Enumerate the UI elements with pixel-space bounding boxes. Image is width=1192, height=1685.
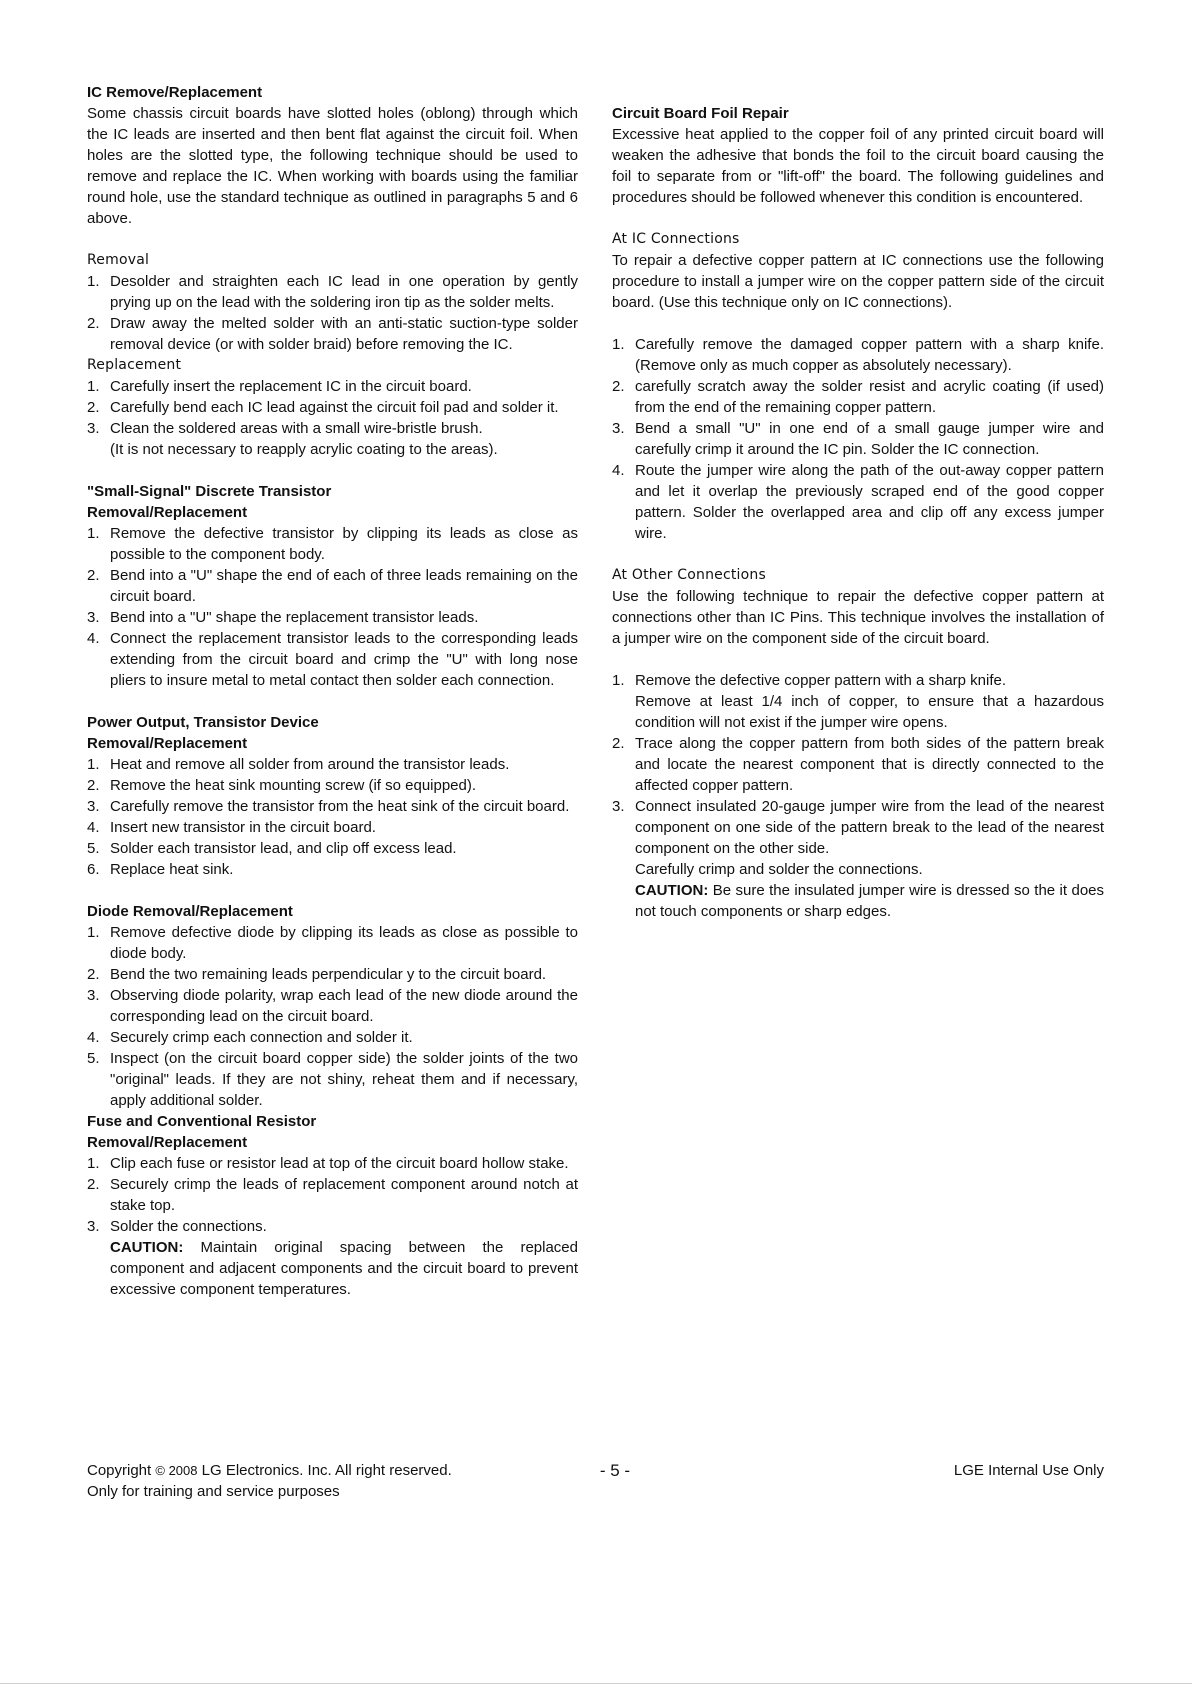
small-signal-subtitle: Removal/Replacement bbox=[87, 504, 248, 521]
list-item: 4. Route the jumper wire along the path of the out-away copper pattern and let it overlap the previously scraped end of the good copper pattern. Solder the overlapped area and clip off any excess jumper wire. bbox=[612, 462, 1104, 542]
at-other-list bbox=[612, 670, 1104, 922]
list-item: 2. Securely crimp the leads of replacement component around notch at stake top. bbox=[87, 1176, 578, 1214]
list-item: 2. Trace along the copper pattern from both sides of the pattern break and locate the nearest component that is directly connected to the affected copper pattern. bbox=[612, 735, 1104, 794]
small-signal-list bbox=[87, 523, 578, 691]
power-output-subtitle: Removal/Replacement bbox=[87, 735, 248, 752]
right-column bbox=[612, 103, 1104, 922]
at-ic-list bbox=[612, 334, 1104, 544]
at-other-label: At Other Connections bbox=[612, 567, 766, 583]
list-item: 1. Remove the defective transistor by clipping its leads as close as possible to the component body. bbox=[87, 525, 578, 563]
ic-removal-label: Removal bbox=[87, 252, 150, 268]
diode-title: Diode Removal/Replacement bbox=[87, 903, 293, 920]
footer-training-note: Only for training and service purposes bbox=[87, 1483, 340, 1500]
list-item: 2. Bend into a "U" shape the end of each of three leads remaining on the circuit board. bbox=[87, 567, 578, 605]
foil-repair-intro: Excessive heat applied to the copper foil of any printed circuit board will weaken the adhesive that bonds the foil to the circuit board causing the foil to separate from or "lift-off" the board. The following guidelines and procedures should be followed whenever this condition is encountered. bbox=[612, 126, 1104, 206]
list-item: 5. Inspect (on the circuit board copper side) the solder joints of the two "original" leads. If they are not shiny, reheat them and if necessary, apply additional solder. bbox=[87, 1050, 578, 1109]
at-other-intro: Use the following technique to repair the defective copper pattern at connections other than IC Pins. This technique involves the installation of a jumper wire on the component side of the circuit board. bbox=[612, 588, 1104, 647]
list-item: 1. Remove the defective copper pattern with a sharp knife. Remove at least 1/4 inch of copper, to ensure that a hazardous condition will not exist if the jumper wire opens. bbox=[612, 672, 1104, 731]
caution-text: Maintain original spacing between the replaced component and adjacent components and the circuit board to prevent excessive component temperatures. bbox=[110, 1239, 578, 1298]
small-signal-title: "Small-Signal" Discrete Transistor bbox=[87, 483, 332, 500]
list-item: 3. Observing diode polarity, wrap each lead of the new diode around the corresponding lead on the circuit board. bbox=[87, 987, 578, 1025]
list-item: 1. Desolder and straighten each IC lead in one operation by gently prying up on the lead with the soldering iron tip as the solder melts. bbox=[87, 273, 578, 311]
list-item: 3. Bend into a "U" shape the replacement transistor leads. bbox=[87, 609, 479, 626]
list-item: 3. Solder the connections. CAUTION: Maintain original spacing between the replaced component and adjacent components and the circuit board to prevent excessive component temperatures. bbox=[87, 1218, 578, 1298]
at-ic-intro: To repair a defective copper pattern at IC connections use the following procedure to install a jumper wire on the copper pattern side of the circuit board. (Use this technique only on IC connections). bbox=[612, 252, 1104, 311]
footer-internal-use: LGE Internal Use Only bbox=[953, 1462, 1104, 1479]
list-item: 6. Replace heat sink. bbox=[87, 861, 234, 878]
list-item: 2. Draw away the melted solder with an anti-static suction-type solder removal device (or with solder braid) before removing the IC. bbox=[87, 315, 578, 353]
list-item: 2. Remove the heat sink mounting screw (if so equipped). bbox=[87, 777, 477, 794]
list-item: 3. Bend a small "U" in one end of a small gauge jumper wire and carefully crimp it around the IC pin. Solder the IC connection. bbox=[612, 420, 1104, 458]
at-ic-label: At IC Connections bbox=[612, 231, 740, 247]
left-column bbox=[87, 82, 578, 1300]
list-item: 4. Securely crimp each connection and solder it. bbox=[87, 1029, 413, 1046]
ic-replacement-list bbox=[87, 376, 578, 460]
list-item: 3. Clean the soldered areas with a small wire-bristle brush. (It is not necessary to reapply acrylic coating to the areas). bbox=[87, 418, 578, 460]
list-item: 2. Bend the two remaining leads perpendicular y to the circuit board. bbox=[87, 966, 547, 983]
ic-replacement-label: Replacement bbox=[87, 357, 182, 373]
power-output-list bbox=[87, 754, 578, 880]
fuse-title: Fuse and Conventional Resistor bbox=[87, 1113, 317, 1130]
diode-list bbox=[87, 922, 578, 1111]
page-number: - 5 - bbox=[599, 1461, 631, 1480]
fuse-subtitle: Removal/Replacement bbox=[87, 1134, 248, 1151]
copyright-symbol: © 2008 bbox=[155, 1463, 198, 1478]
list-item: 4. Insert new transistor in the circuit board. bbox=[87, 819, 376, 836]
list-item: 1. Heat and remove all solder from around the transistor leads. bbox=[87, 756, 510, 773]
list-item: 2. Carefully bend each IC lead against the circuit foil pad and solder it. bbox=[87, 399, 559, 416]
caution-label: CAUTION: bbox=[110, 1239, 184, 1256]
list-item: 1. Clip each fuse or resistor lead at top of the circuit board hollow stake. bbox=[87, 1155, 569, 1172]
caution-note bbox=[110, 1237, 578, 1300]
foil-repair-title: Circuit Board Foil Repair bbox=[612, 105, 789, 122]
ic-section-title: IC Remove/Replacement bbox=[87, 84, 263, 101]
list-note: Remove at least 1/4 inch of copper, to ensure that a hazardous condition will not exist if the jumper wire opens. bbox=[635, 693, 1104, 731]
list-note: (It is not necessary to reapply acrylic coating to the areas). bbox=[110, 441, 498, 458]
list-note: Carefully crimp and solder the connections. bbox=[635, 861, 923, 878]
ic-removal-list bbox=[87, 271, 578, 355]
fuse-list bbox=[87, 1153, 578, 1300]
ic-intro: Some chassis circuit boards have slotted holes (oblong) through which the IC leads are inserted and then bent flat against the circuit foil. When holes are the slotted type, the following technique should be used to remove and replace the IC. When working with boards using the familiar round hole, use the standard technique as outlined in paragraphs 5 and 6 above. bbox=[87, 105, 578, 227]
caution-note bbox=[635, 880, 1104, 922]
caution-text: Be sure the insulated jumper wire is dressed so the it does not touch components or sharp edges. bbox=[635, 882, 1104, 920]
power-output-title: Power Output, Transistor Device bbox=[87, 714, 319, 731]
footer-copyright: Copyright © 2008 LG Electronics. Inc. All right reserved. Only for training and service purposes bbox=[87, 1460, 507, 1502]
list-item: 5. Solder each transistor lead, and clip off excess lead. bbox=[87, 840, 457, 857]
list-item: 1. Carefully remove the damaged copper pattern with a sharp knife. (Remove only as much copper as absolutely necessary). bbox=[612, 336, 1104, 374]
list-item: 4. Connect the replacement transistor leads to the corresponding leads extending from the circuit board and crimp the "U" with long nose pliers to insure metal to metal contact then solder each connection. bbox=[87, 630, 578, 689]
page-bottom-edge bbox=[0, 1683, 1192, 1684]
list-item: 3. Connect insulated 20-gauge jumper wire from the lead of the nearest component on one side of the pattern break to the lead of the nearest component on the other side. Carefully crimp and solder the connections. CAUTION: Be sure the insulated jumper wire is dressed so the it does not touch components or sharp edges. bbox=[612, 798, 1104, 920]
list-item: 1. Carefully insert the replacement IC in the circuit board. bbox=[87, 378, 472, 395]
list-item: 1. Remove defective diode by clipping its leads as close as possible to diode body. bbox=[87, 924, 578, 962]
caution-label: CAUTION: bbox=[635, 882, 709, 899]
list-item: 3. Carefully remove the transistor from the heat sink of the circuit board. bbox=[87, 798, 570, 815]
list-item: 2. carefully scratch away the solder resist and acrylic coating (if used) from the end of the remaining copper pattern. bbox=[612, 378, 1104, 416]
